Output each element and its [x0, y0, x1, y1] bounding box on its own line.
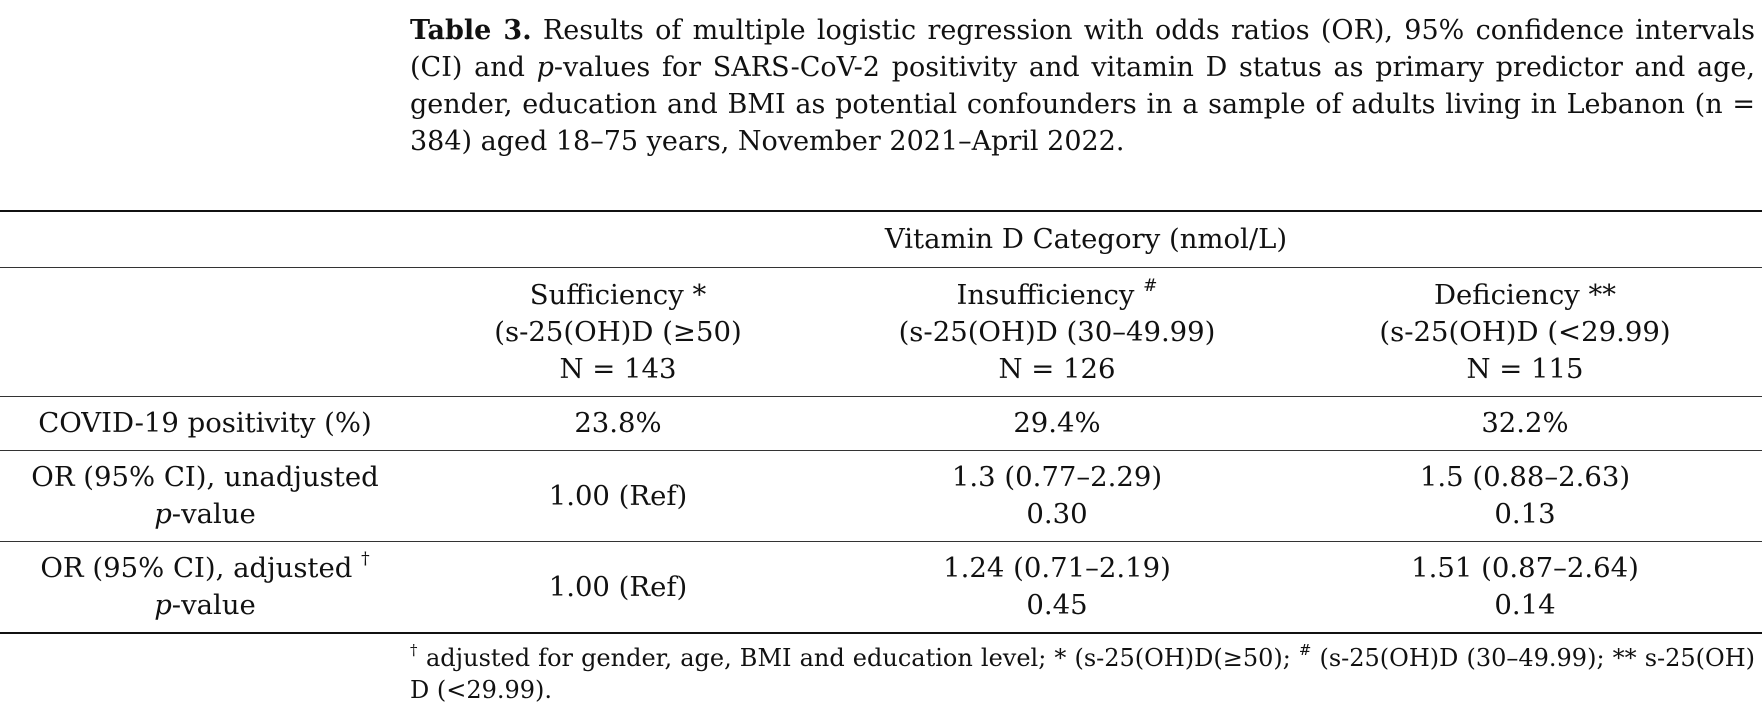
table-caption-label: Table 3. — [410, 15, 532, 46]
group-header: Vitamin D Category (nmol/L) — [410, 211, 1762, 268]
group-header-row — [0, 211, 1762, 268]
cell-value: 1.5 (0.88–2.63) 0.13 — [1288, 451, 1762, 542]
table-caption-text-rest: -values for SARS-CoV-2 positivity and vitamin D status as primary predictor and age, gender, education and BMI as potential confounders in a sample of adults living in Lebanon (n = 384) aged 18–75 years, November 2021–April 2022. — [410, 52, 1755, 157]
cell-value: 29.4% — [826, 397, 1288, 451]
column-header-deficiency — [1288, 268, 1762, 397]
column-range: (s-25(OH)D (<29.99) — [1379, 315, 1671, 348]
table-footnote: † adjusted for gender, age, BMI and education level; * (s-25(OH)D(≥50); # (s-25(OH)D (30–49.99); ** s-25(OH) D (<29.99). — [410, 640, 1755, 704]
table-caption — [410, 12, 1755, 160]
row-label: OR (95% CI), unadjusted p-value — [0, 451, 410, 542]
column-mark: * — [692, 278, 707, 311]
column-mark: # — [1143, 275, 1158, 296]
cell-value: 1.3 (0.77–2.29) 0.30 — [826, 451, 1288, 542]
column-n: N = 115 — [1466, 352, 1584, 385]
column-header-sufficiency — [410, 268, 826, 397]
column-range: (s-25(OH)D (30–49.99) — [898, 315, 1216, 348]
column-mark: ** — [1588, 278, 1617, 311]
column-name: Deficiency — [1433, 278, 1580, 311]
table-caption-text: Results of multiple logistic regression with odds ratios (OR), 95% confidence intervals (CI) and — [410, 15, 1755, 83]
cell-value: 1.24 (0.71–2.19) 0.45 — [826, 542, 1288, 634]
column-n: N = 143 — [559, 352, 677, 385]
table-row-positivity — [0, 397, 1762, 451]
cell-value: 1.51 (0.87–2.64) 0.14 — [1288, 542, 1762, 634]
results-table — [0, 210, 1762, 634]
row-label: COVID-19 positivity (%) — [0, 397, 410, 451]
column-header-insufficiency — [826, 268, 1288, 397]
column-range: (s-25(OH)D (≥50) — [494, 315, 742, 348]
table-caption-italic-p: p — [536, 52, 554, 83]
cell-ref: 1.00 (Ref) — [410, 542, 826, 634]
cell-value: 23.8% — [410, 397, 826, 451]
row-label: OR (95% CI), adjusted † p-value — [0, 542, 410, 634]
cell-ref: 1.00 (Ref) — [410, 451, 826, 542]
category-header-row — [0, 268, 1762, 397]
column-name: Sufficiency — [529, 278, 684, 311]
cell-value: 32.2% — [1288, 397, 1762, 451]
column-name: Insufficiency — [956, 278, 1135, 311]
column-n: N = 126 — [998, 352, 1116, 385]
table-row-unadjusted — [0, 451, 1762, 542]
table-row-adjusted — [0, 542, 1762, 634]
